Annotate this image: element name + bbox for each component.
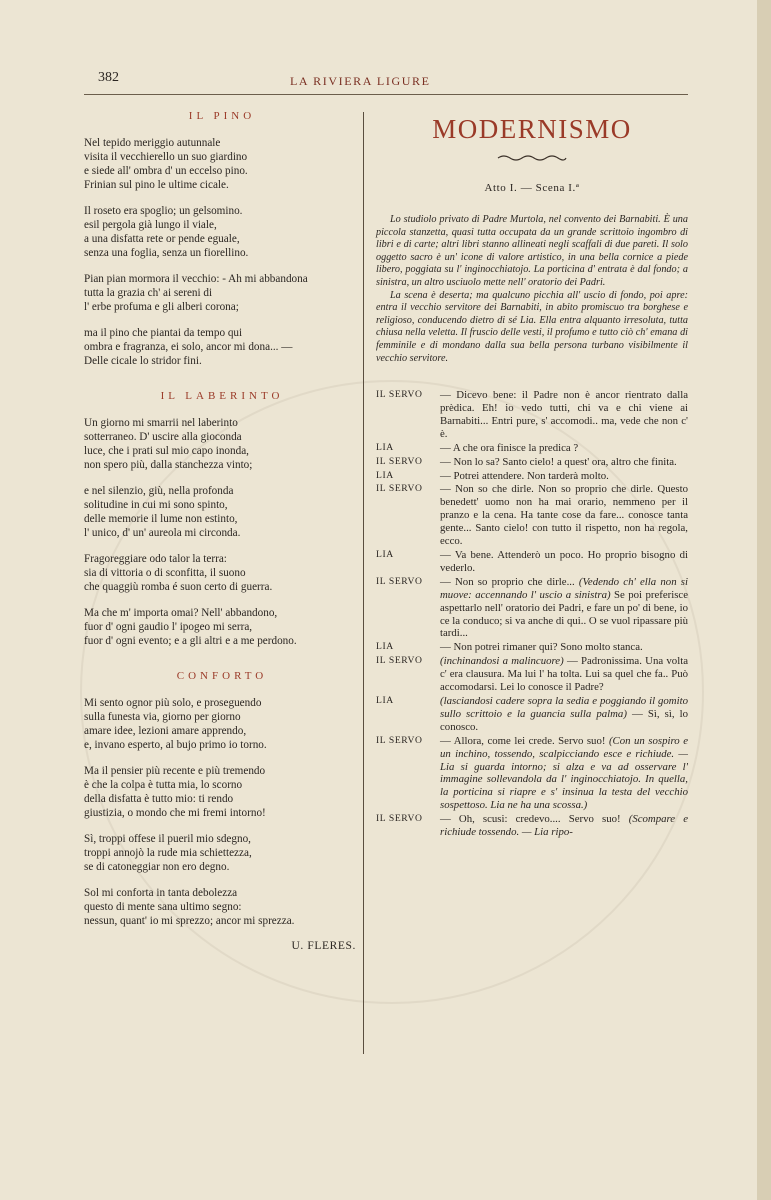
verse-line: l' erbe profuma e gli alberi corona;: [84, 301, 239, 313]
verse-line: se di catoneggiar non ero degno.: [84, 861, 230, 873]
speech-text: [440, 442, 688, 455]
dialogue-turn: [376, 483, 688, 548]
dialogue-turn: [376, 813, 688, 839]
author-signature: U. FLERES.: [291, 940, 356, 952]
speech-fragment: — Non so proprio che dirle...: [440, 575, 579, 588]
page-number: 382: [98, 70, 119, 85]
stanza: [84, 204, 360, 260]
speaker-name: LIA: [376, 441, 394, 453]
speech-text: [440, 735, 688, 812]
speech-fragment: — Non so che dirle. Non so proprio che dirle. Questo benedett' uomo non ha mai orario, nemmeno per il pranzo e la cena. Ha tante cose da fare... conosce tanta gente... Santo cielo! con tutto il rispetto, non ha regola, ecco.: [440, 483, 688, 548]
poem-il-laberinto: [84, 390, 360, 648]
verse-line: fuor d' ogni gaudio l' ipogeo mi serra,: [84, 621, 253, 633]
poem-title: IL PINO: [188, 110, 256, 122]
verse-line: sulla funesta via, giorno per giorno: [84, 711, 241, 723]
stage-direction-inline: (Vedendo ch' ella non si muove: accennando l' uscio a sinistra): [440, 575, 688, 601]
stage-direction-paragraph: La scena è deserta; ma qualcuno picchia all' uscio di fondo, poi apre: entra il vecchio servitore dei Barnabiti, in abito promiscuo tra borghese e religioso, conducendo dietro di sé Lia. Ella entra alquanto irresoluta, tutta chiusa nella veletta. Il fruscio delle vesti, il profumo e tutto ciò ch' emana di femminile e di mondano dalla sua bella persona turbano visibilmente il vecchio servitore.: [376, 289, 688, 364]
speech-fragment: — Non potrei rimaner qui? Sono molto stanca.: [440, 641, 643, 654]
dialogue-turn: [376, 389, 688, 441]
column-divider: [363, 112, 364, 1054]
verse-line: troppi annojò la rude mia schiettezza,: [84, 847, 252, 859]
speaker-name: LIA: [376, 549, 394, 560]
stanza: [84, 832, 360, 874]
stanza: [84, 552, 360, 594]
poem-il-pino: [84, 110, 360, 368]
speech-fragment: Se poi preferisce aspettarlo nell' oratorio dei Padri, e fare un po' di bene, io ce la conduco; si va anche di qui.. O se vuol ripassare più tardi...: [440, 588, 689, 640]
poems-column: [84, 100, 360, 952]
verse-line: Mi sento ognor più solo, e proseguendo: [84, 697, 262, 709]
header-rule: [84, 94, 688, 95]
stage-direction-inline: (inchinandosi a malincuore): [440, 655, 564, 668]
speaker-name: LIA: [376, 641, 394, 653]
speech-text: [440, 641, 688, 654]
verse-line: Delle cicale lo stridor fini.: [84, 355, 202, 367]
verse-line: ma il pino che piantai da tempo qui: [84, 327, 243, 339]
speech-text: [440, 813, 688, 839]
speaker-name: LIA: [376, 694, 394, 706]
stanza: [84, 886, 360, 928]
speaker-name: LIA: [376, 469, 394, 481]
speech-text: [440, 483, 688, 548]
stanza: [84, 764, 360, 820]
stage-directions: [376, 214, 688, 365]
play-column: [376, 100, 688, 840]
stage-direction-inline: (Con un sospiro e un inchino, tossendo, scalpicciando esce e richiude. — Lia si guarda intorno; si alza e va ad osservare l' immagine sollevandola da l' inginocchiatojo. In quella, la porticina si riapre e s' insinua la testa del vecchio sospettoso. Lia ne ha una scossa.): [440, 734, 688, 812]
verse-line: fuor d' ogni evento; e a gli altri e a me perdono.: [84, 635, 297, 647]
page-edge: [757, 0, 771, 1200]
verse-line: Frinian sul pino le ultime cicale.: [84, 179, 229, 191]
verse-line: e nel silenzio, giù, nella profonda: [84, 485, 234, 497]
verse-line: giustizia, o mondo che mi fremi intorno!: [84, 807, 266, 819]
stanza: [84, 484, 360, 540]
verse-line: Ma che m' importa omai? Nell' abbandono,: [84, 607, 278, 619]
verse-line: che quaggiù romba é suon certo di guerra.: [84, 581, 273, 593]
stage-direction-paragraph: Lo studiolo privato di Padre Murtola, nel convento dei Barnabiti. È una piccola stanzetta, quasi tutta occupata da un grande scrittoio ingombro di libri e di carte; altri libri stanno allineati negli scaffali di due pareti. Il solo oggetto sacro è un' icone di valore artistico, in una bella cornice a piede libero, poggiata su l' inginocchiatojo. La porticina d' entrata è dal fondo; a sinistra, un altro usciuolo mette nell' oratorio dei Padri.: [376, 214, 688, 288]
verse-line: ombra e fragranza, ei solo, ancor mi dona... —: [84, 341, 293, 353]
speech-fragment: — Sì, sì, lo conosco.: [440, 707, 688, 733]
speaker-name: IL SERVO: [376, 813, 423, 825]
poem-title: IL LABERINTO: [160, 390, 284, 402]
verse-line: tutta la grazia ch' ai sereni di: [84, 287, 213, 299]
verse-line: Un giorno mi smarrii nel laberinto: [84, 417, 238, 429]
speech-fragment: — Oh, scusi: credevo.... Servo suo!: [440, 813, 629, 826]
speech-fragment: — Allora, come lei crede. Servo suo!: [440, 734, 609, 747]
speech-text: [440, 389, 688, 441]
verse-line: sia di vittoria o di sconfitta, il suono: [84, 567, 246, 579]
speaker-name: IL SERVO: [376, 389, 423, 401]
speech-fragment: — A che ora finisce la predica ?: [440, 441, 579, 454]
stage-direction-inline: (lasciandosi cadere sopra la sedia e poggiando il gomito sullo scrittoio e la guancia sulla palma): [440, 694, 688, 720]
stanza: [84, 416, 360, 472]
verse-line: Ma il pensier più recente e più tremendo: [84, 765, 266, 777]
verse-line: Pian pian mormora il vecchio: - Ah mi abbandona: [84, 273, 308, 285]
verse-line: Sì, troppi offese il pueril mio sdegno,: [84, 833, 251, 845]
speaker-name: IL SERVO: [376, 655, 423, 667]
speech-text: [440, 695, 688, 734]
verse-line: è che la colpa è tutta mia, lo scorno: [84, 779, 243, 791]
stanza: [84, 606, 360, 648]
dialogue-turn: [376, 549, 688, 575]
verse-line: senza una foglia, senza un fiorellino.: [84, 247, 249, 259]
verse-line: delle memorie il lume non estinto,: [84, 513, 238, 525]
verse-line: esil pergola già lungo il viale,: [84, 219, 217, 231]
speech-text: [440, 655, 688, 694]
dialogue-turn: [376, 442, 688, 455]
stage-direction-inline: (Scompare e richiude tossendo. — Lia ripo-: [440, 813, 688, 839]
running-title: LA RIVIERA LIGURE: [290, 74, 431, 88]
speech-fragment: — Non lo sa? Santo cielo! a quest' ora, altro che finita.: [440, 455, 677, 468]
verse-line: non spero più, dalla stanchezza vinto;: [84, 459, 253, 471]
verse-line: e siede all' ombra d' un eccelso pino.: [84, 165, 248, 177]
dialogue-turn: [376, 576, 688, 641]
verse-line: Sol mi conforta in tanta debolezza: [84, 887, 238, 899]
speaker-name: IL SERVO: [376, 575, 423, 587]
dialogue: [376, 389, 688, 839]
dialogue-turn: [376, 695, 688, 734]
poem-title: CONFORTO: [176, 670, 268, 682]
poem-conforto: [84, 670, 360, 928]
verse-line: Nel tepido meriggio autunnale: [84, 137, 221, 149]
speech-text: [440, 470, 688, 483]
speech-fragment: — Va bene. Attenderò un poco. Ho proprio bisogno di vederlo.: [440, 549, 688, 574]
speech-text: [440, 576, 688, 641]
dialogue-turn: [376, 470, 688, 483]
speaker-name: IL SERVO: [376, 734, 423, 746]
play-title: MODERNISMO: [432, 114, 632, 144]
speaker-name: IL SERVO: [376, 455, 423, 467]
stanza: [84, 326, 360, 368]
verse-line: l' unico, d' un' aureola mi circonda.: [84, 527, 241, 539]
verse-line: visita il vecchierello un suo giardino: [84, 151, 248, 163]
speaker-name: IL SERVO: [376, 483, 423, 495]
verse-line: a una disfatta rete or pende eguale,: [84, 233, 240, 245]
verse-line: e, invano esperto, al bujo primo io torno.: [84, 739, 267, 751]
verse-line: della disfatta è tutto mio: ti rendo: [84, 793, 234, 805]
dialogue-turn: [376, 655, 688, 694]
act-scene-heading: Atto I. — Scena I.ª: [484, 182, 580, 194]
speech-fragment: — Dicevo bene: il Padre non è ancor rientrato dalla prèdica. Eh! io vedo tutti, chi va e chi viene ai Barnabiti... Entri pure, s' accomodi.. ma, vede che non c' è.: [440, 389, 688, 440]
verse-line: solitudine in cui mi sono spinto,: [84, 499, 228, 511]
verse-line: amare idee, lezioni amare apprendo,: [84, 725, 247, 737]
speech-fragment: — Padronissima. Una volta c' era clausura. Ma lui l' ha tolta. Lui sa quel che fa.. Può accomodarsi. Lei lo conosce il Padre?: [440, 655, 688, 694]
speech-fragment: — Potrei attendere. Non tarderà molto.: [440, 469, 609, 482]
stanza: [84, 272, 360, 314]
verse-line: sotterraneo. D' uscire alla gioconda: [84, 431, 242, 443]
verse-line: nessun, quant' io mi sprezzo; ancor mi sprezza.: [84, 915, 295, 927]
stanza: [84, 696, 360, 752]
dialogue-turn: [376, 735, 688, 812]
speech-text: [440, 549, 688, 575]
spacer: [376, 365, 688, 389]
dialogue-turn: [376, 641, 688, 654]
dialogue-turn: [376, 456, 688, 469]
verse-line: Il roseto era spoglio; un gelsomino.: [84, 205, 243, 217]
stanza: [84, 136, 360, 192]
title-ornament-icon: [376, 150, 688, 168]
verse-line: Fragoreggiare odo talor la terra:: [84, 553, 227, 565]
verse-line: luce, che i prati sul mio capo inonda,: [84, 445, 249, 457]
verse-line: questo di mente sana ultimo segno:: [84, 901, 242, 913]
speech-text: [440, 456, 688, 469]
